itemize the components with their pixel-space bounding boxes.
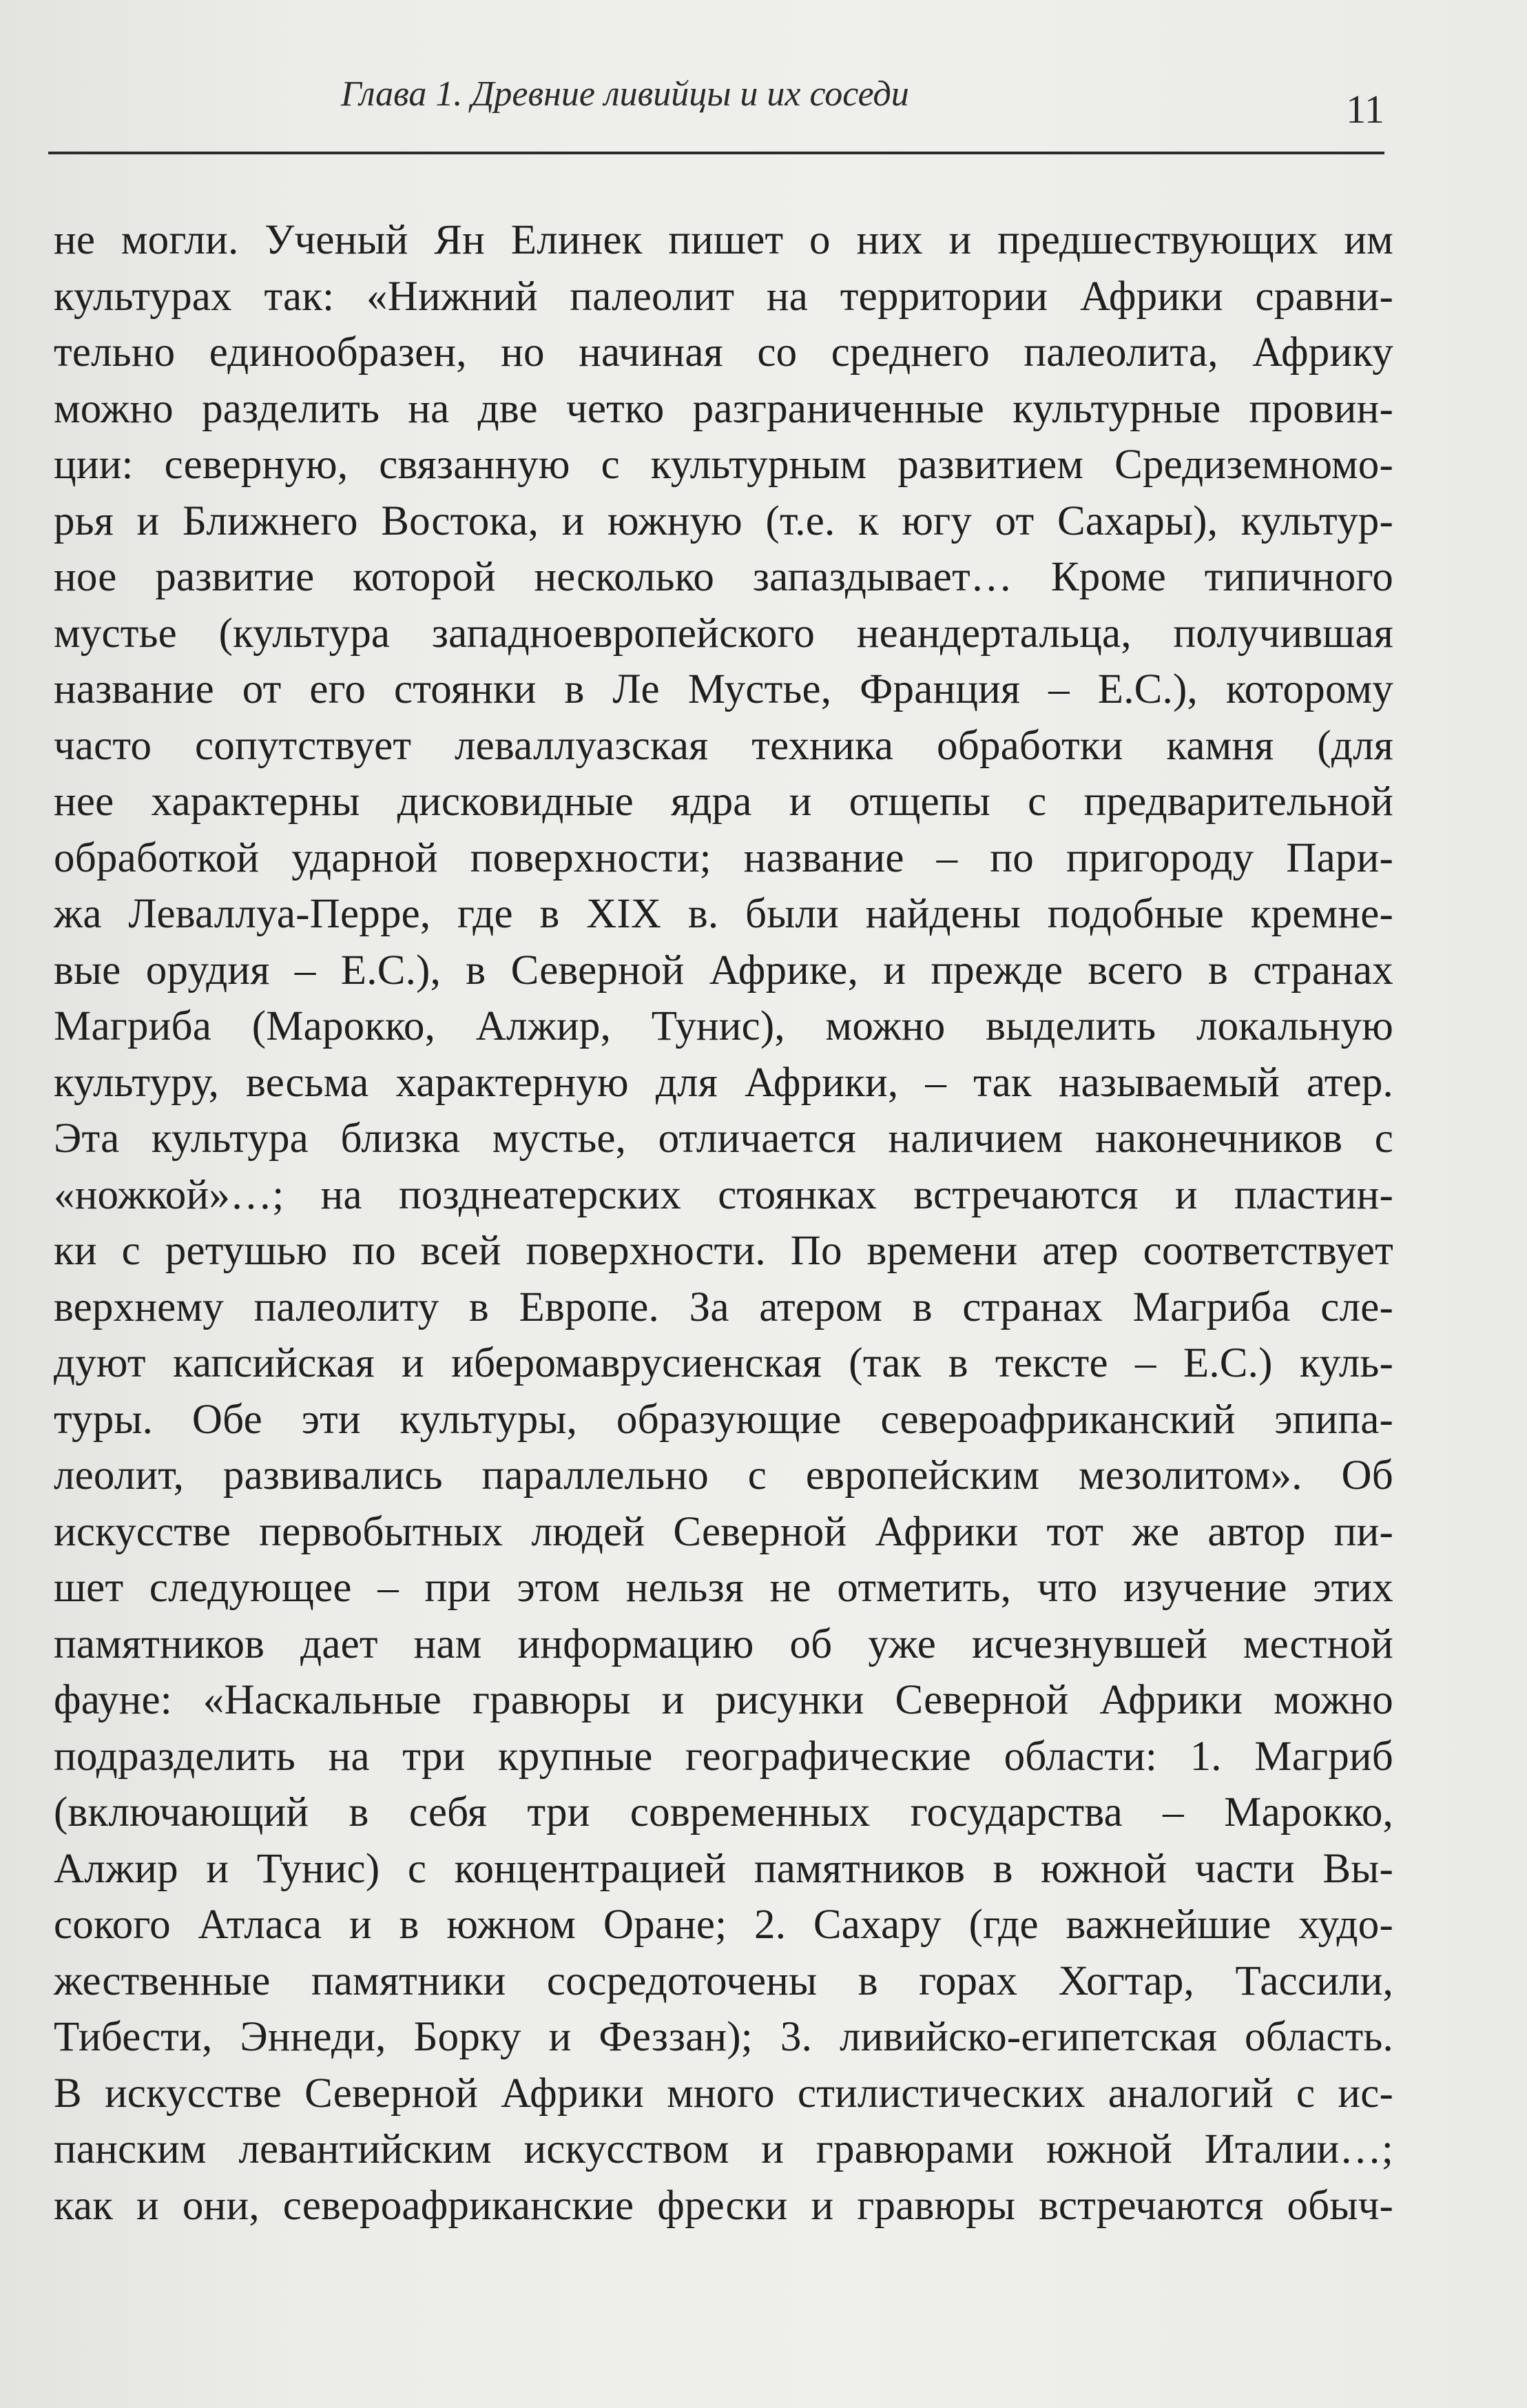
text-line: дуют капсийская и иберомаврусиенская (так в тексте – Е.С.) куль-: [54, 1340, 1393, 1386]
text-line: Магриба (Марокко, Алжир, Тунис), можно выделить локальную: [54, 1003, 1393, 1049]
text-line: искусстве первобытных людей Северной Африки тот же автор пи-: [54, 1508, 1393, 1555]
text-line: часто сопутствует леваллуазская техника обработки камня (для: [54, 722, 1393, 769]
text-line: вые орудия – Е.С.), в Северной Африке, и прежде всего в странах: [54, 947, 1393, 994]
text-line: верхнему палеолиту в Европе. За атером в странах Магриба сле-: [54, 1284, 1393, 1330]
text-line: подразделить на три крупные географические области: 1. Магриб: [54, 1733, 1393, 1780]
text-line: культурах так: «Нижний палеолит на территории Африки сравни-: [54, 273, 1393, 320]
text-line: нее характерны дисковидные ядра и отщепы с предварительной: [54, 779, 1393, 825]
text-line: леолит, развивались параллельно с европейским мезолитом». Об: [54, 1452, 1393, 1499]
text-line: Алжир и Тунис) с концентрацией памятников в южной части Вы-: [54, 1845, 1393, 1892]
text-line: панским левантийским искусством и гравюрами южной Италии…;: [54, 2126, 1393, 2172]
text-line: можно разделить на две четко разграниченные культурные провин-: [54, 385, 1393, 432]
text-line: мустье (культура западноевропейского неандертальца, получившая: [54, 610, 1393, 657]
text-line: жа Леваллуа-Перре, где в XIX в. были найдены подобные кремне-: [54, 891, 1393, 937]
text-line: ции: северную, связанную с культурным развитием Средиземномо-: [54, 442, 1393, 488]
text-line: Эта культура близка мустье, отличается наличием наконечников с: [54, 1115, 1393, 1162]
text-line: Тибести, Эннеди, Борку и Феззан); 3. ливийско-египетская область.: [54, 2014, 1393, 2060]
body-text: [54, 212, 1393, 2279]
text-line: культуру, весьма характерную для Африки, – так называемый атер.: [54, 1059, 1393, 1106]
text-line: В искусстве Северной Африки много стилистических аналогий с ис-: [54, 2070, 1393, 2117]
text-line: название от его стоянки в Ле Мустье, Франция – Е.С.), которому: [54, 666, 1393, 712]
text-line: шет следующее – при этом нельзя не отметить, что изучение этих: [54, 1565, 1393, 1611]
text-line: ки с ретушью по всей поверхности. По времени атер соответствует: [54, 1228, 1393, 1274]
page-number: 11: [1346, 87, 1384, 132]
text-line: «ножкой»…; на позднеатерских стоянках встречаются и пластин-: [54, 1171, 1393, 1218]
chapter-title: Глава 1. Древние ливийцы и их соседи: [341, 74, 909, 114]
text-line: (включающий в себя три современных государства – Марокко,: [54, 1789, 1393, 1835]
header-rule: [48, 152, 1384, 154]
text-line: тельно единообразен, но начиная со среднего палеолита, Африку: [54, 329, 1393, 375]
text-line: сокого Атласа и в южном Оране; 2. Сахару (где важнейшие худо-: [54, 1902, 1393, 1948]
text-line: обработкой ударной поверхности; название – по пригороду Пари-: [54, 834, 1393, 881]
text-line: жественные памятники сосредоточены в горах Хогтар, Тассили,: [54, 1957, 1393, 2004]
running-header: [48, 59, 1384, 141]
text-line: не могли. Ученый Ян Елинек пишет о них и предшествующих им: [54, 217, 1393, 263]
text-line: памятников дает нам информацию об уже исчезнувшей местной: [54, 1620, 1393, 1667]
text-line: ное развитие которой несколько запаздывает… Кроме типичного: [54, 554, 1393, 600]
text-line: рья и Ближнего Востока, и южную (т.е. к югу от Сахары), культур-: [54, 497, 1393, 544]
text-line: фауне: «Наскальные гравюры и рисунки Северной Африки можно: [54, 1677, 1393, 1723]
text-line: туры. Обе эти культуры, образующие североафриканский эпипа-: [54, 1396, 1393, 1443]
text-line: как и они, североафриканские фрески и гравюры встречаются обыч-: [54, 2182, 1393, 2229]
